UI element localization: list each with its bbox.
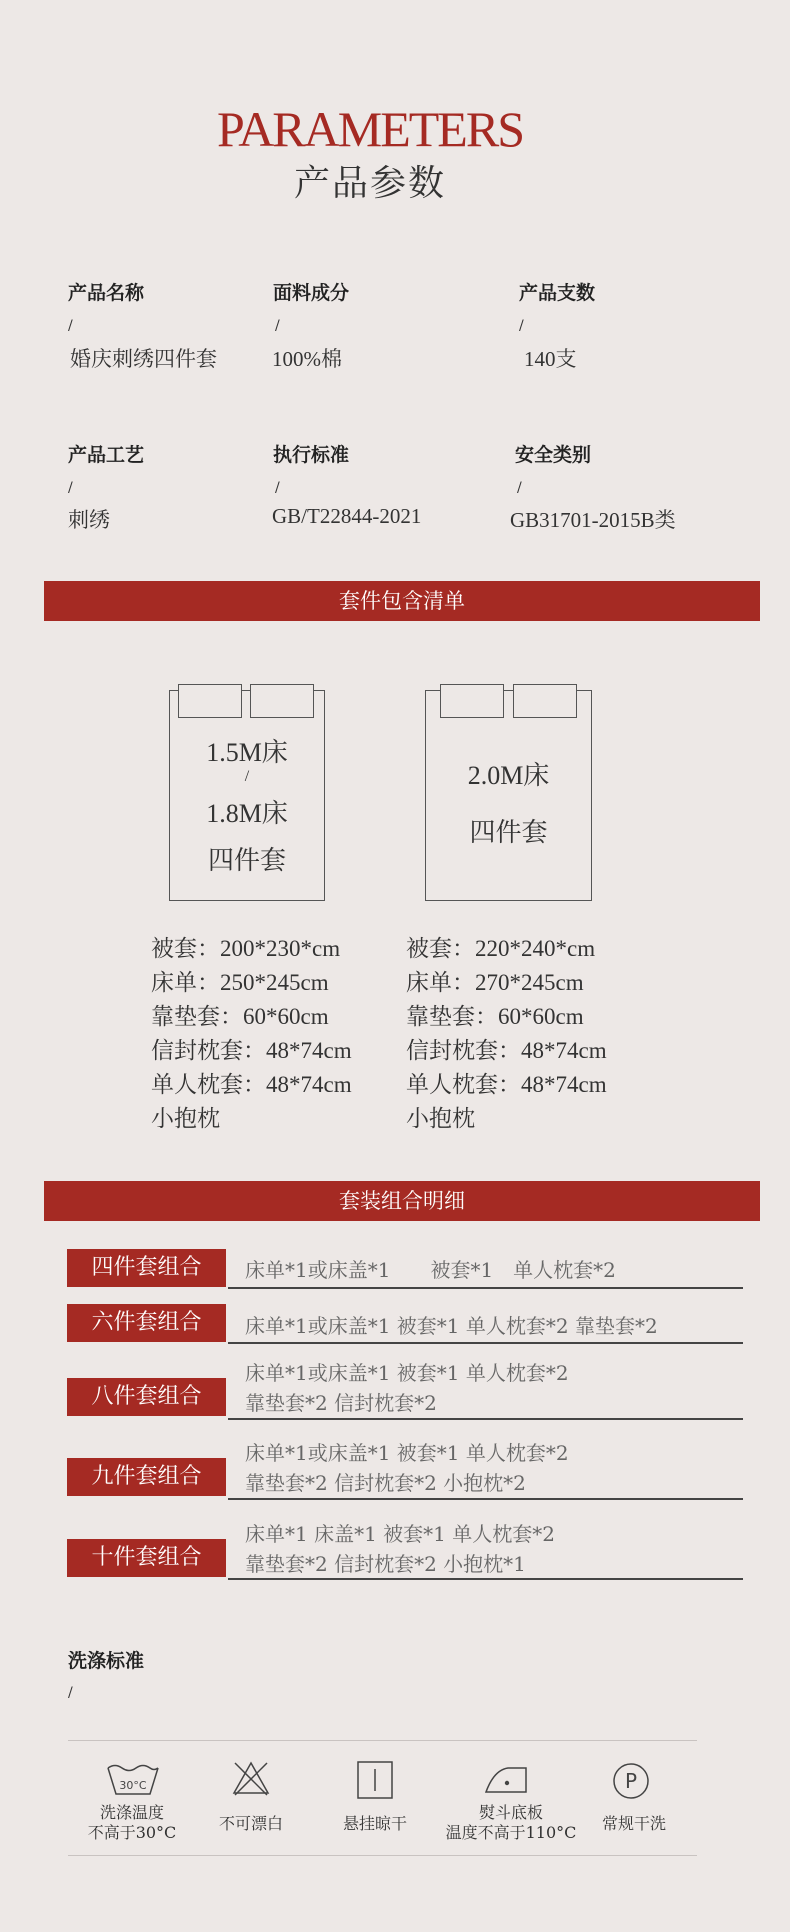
combo-underline	[228, 1342, 743, 1344]
pillow-shape	[513, 684, 577, 718]
wash-label-line: 熨斗底板	[478, 1803, 543, 1822]
wash-label-line: 悬挂晾干	[342, 1814, 407, 1833]
bed-size-label: 1.8M床	[206, 799, 288, 828]
combo-line-text: 靠垫套*2 信封枕套*2	[245, 1391, 437, 1415]
spec-line: 小抱枕	[151, 1106, 220, 1131]
bed-size-separator: /	[244, 768, 250, 785]
spec-line: 信封枕套：48*74cm	[406, 1038, 607, 1063]
wash-temp-text: 30°C	[119, 1779, 147, 1792]
wash-item-label	[186, 1814, 316, 1834]
spec-line: 靠垫套：60*60cm	[406, 1004, 584, 1029]
spec-line: 单人枕套：48*74cm	[406, 1072, 607, 1097]
param-slash: /	[68, 318, 73, 334]
wash-label-line: 不高于30°C	[87, 1823, 177, 1842]
combo-underline	[228, 1498, 743, 1500]
param-label-standard: 执行标准	[273, 444, 350, 466]
combo-items-nine	[245, 1438, 569, 1498]
combo-label-four: 四件套组合	[67, 1249, 226, 1287]
param-slash: /	[517, 480, 522, 496]
wash-item-label	[441, 1803, 581, 1843]
combo-line-text: 床单*1或床盖*1 被套*1 单人枕套*2	[245, 1441, 569, 1465]
param-label-safety: 安全类别	[515, 444, 592, 466]
combo-items-four	[245, 1255, 616, 1285]
spec-line: 被套：200*230*cm	[151, 936, 341, 961]
combo-banner: 套装组合明细	[44, 1181, 760, 1221]
param-value-name: 婚庆刺绣四件套	[70, 347, 217, 371]
combo-items-eight	[245, 1358, 569, 1418]
wash-label-line: 常规干洗	[601, 1814, 666, 1833]
combo-line-text: 床单*1或床盖*1 被套*1 单人枕套*2	[245, 1361, 569, 1385]
bed-set-label: 四件套	[469, 818, 548, 847]
pillow-shape	[250, 684, 314, 718]
pillow-shape	[440, 684, 504, 718]
combo-label-ten: 十件套组合	[67, 1539, 226, 1577]
combo-label-eight: 八件套组合	[67, 1378, 226, 1416]
param-label-count: 产品支数	[519, 282, 596, 304]
combo-line-text: 床单*1或床盖*1 被套*1 单人枕套*2	[245, 1258, 616, 1282]
combo-items-ten	[245, 1519, 555, 1579]
wash-title: 洗涤标准	[68, 1650, 145, 1672]
param-value-fabric: 100%棉	[272, 347, 342, 371]
dry-clean-icon	[612, 1762, 650, 1800]
combo-line-text: 靠垫套*2 信封枕套*2 小抱枕*1	[245, 1552, 526, 1576]
bed-size-label: 2.0M床	[467, 761, 550, 790]
iron-icon	[484, 1764, 528, 1796]
spec-line: 单人枕套：48*74cm	[151, 1072, 352, 1097]
bed-illustration-2	[425, 690, 592, 901]
wash-item-label	[310, 1814, 440, 1834]
wash-label-line: 洗涤温度	[99, 1803, 164, 1822]
param-value-craft: 刺绣	[68, 508, 110, 532]
title-chinese: 产品参数	[293, 163, 446, 204]
hang-dry-icon	[357, 1761, 393, 1799]
wash-label-line: 温度不高于110°C	[445, 1823, 577, 1842]
bed-specs-2	[406, 932, 607, 1136]
combo-label-six: 六件套组合	[67, 1304, 226, 1342]
divider	[68, 1740, 697, 1741]
param-slash: /	[519, 318, 524, 334]
bed-specs-1	[151, 932, 352, 1136]
param-slash: /	[68, 480, 73, 496]
wash-item-label	[67, 1803, 197, 1843]
combo-underline	[228, 1287, 743, 1289]
param-value-safety: GB31701-2015B类	[510, 508, 676, 532]
divider	[68, 1855, 697, 1856]
spec-line: 信封枕套：48*74cm	[151, 1038, 352, 1063]
param-slash: /	[275, 480, 280, 496]
spec-line: 被套：220*240*cm	[406, 936, 596, 961]
spec-line: 小抱枕	[406, 1106, 475, 1131]
no-bleach-icon	[231, 1760, 271, 1798]
param-value-standard: GB/T22844-2021	[272, 504, 422, 528]
combo-label-nine: 九件套组合	[67, 1458, 226, 1496]
wash-tub-icon	[106, 1762, 160, 1798]
param-slash: /	[275, 318, 280, 334]
bed-set-label: 四件套	[207, 846, 286, 875]
bed-size-label: 1.5M床	[206, 738, 288, 767]
combo-items-six	[245, 1311, 658, 1341]
param-label-craft: 产品工艺	[68, 444, 145, 466]
combo-line-text: 床单*1或床盖*1 被套*1 单人枕套*2 靠垫套*2	[245, 1314, 658, 1338]
pillow-shape	[178, 684, 242, 718]
combo-underline	[228, 1418, 743, 1420]
param-value-count: 140支	[524, 347, 577, 371]
wash-label-line: 不可漂白	[218, 1814, 283, 1833]
contents-banner: 套件包含清单	[44, 581, 760, 621]
wash-item-label	[569, 1814, 699, 1834]
combo-underline	[228, 1578, 743, 1580]
param-label-fabric: 面料成分	[273, 282, 350, 304]
combo-line-text: 床单*1 床盖*1 被套*1 单人枕套*2	[245, 1522, 555, 1546]
title-english: PARAMETERS	[216, 101, 524, 157]
spec-line: 床单：250*245cm	[151, 970, 329, 995]
wash-slash: /	[68, 1685, 73, 1701]
spec-line: 床单：270*245cm	[406, 970, 584, 995]
spec-line: 靠垫套：60*60cm	[151, 1004, 329, 1029]
combo-line-text: 靠垫套*2 信封枕套*2 小抱枕*2	[245, 1471, 526, 1495]
dry-clean-letter: P	[624, 1769, 638, 1793]
param-label-name: 产品名称	[68, 282, 145, 304]
